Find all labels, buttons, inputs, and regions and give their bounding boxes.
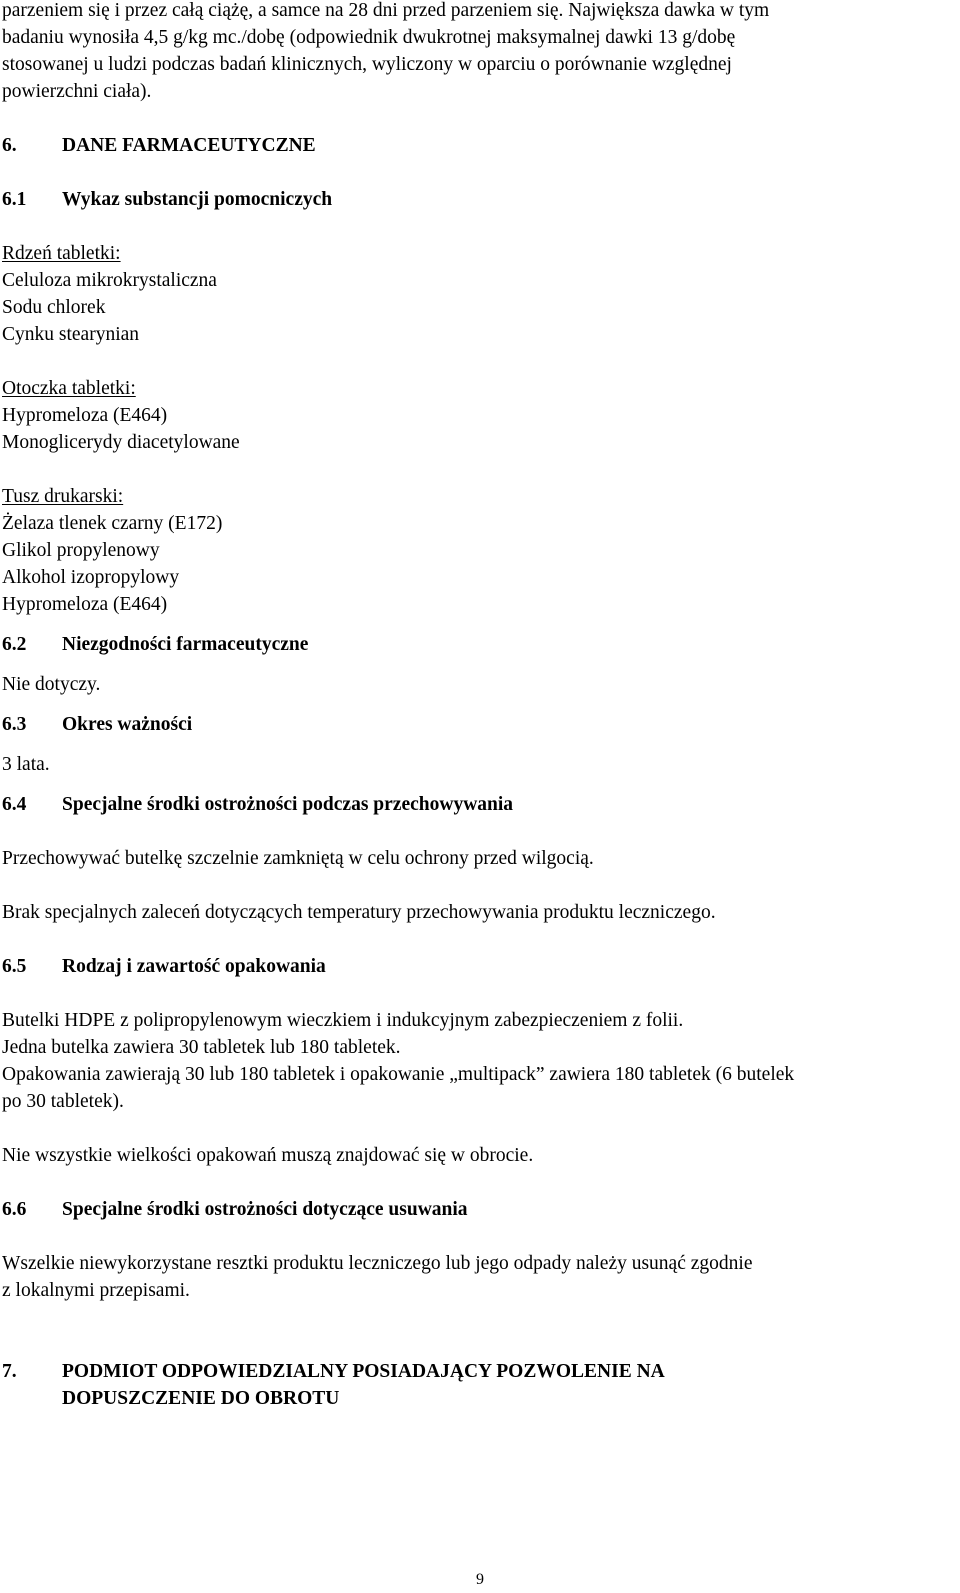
excipient-item: Celuloza mikrokrystaliczna [2, 270, 217, 291]
section-text: 3 lata. [2, 754, 50, 775]
page-number: 9 [476, 1571, 484, 1588]
section-text: Nie dotyczy. [2, 674, 101, 695]
section-text: Opakowania zawierają 30 lub 180 tabletek i opakowanie „multipack” zawiera 180 tabletek (6 butelek [2, 1064, 795, 1085]
section-title [62, 1358, 952, 1412]
excipient-item: Sodu chlorek [2, 297, 106, 318]
section-number: 6.6 [2, 1199, 27, 1220]
section-text: po 30 tabletek). [2, 1091, 124, 1112]
section-title-line: PODMIOT ODPOWIEDZIALNY POSIADAJĄCY POZWOLENIE NA [62, 1361, 665, 1382]
section-title: Specjalne środki ostrożności dotyczące usuwania [62, 1199, 468, 1220]
document-page [2, 0, 952, 1412]
section-title-line: DOPUSZCZENIE DO OBROTU [62, 1388, 340, 1409]
excipient-item: Monoglicerydy diacetylowane [2, 432, 240, 453]
excipient-item: Hypromeloza (E464) [2, 594, 168, 615]
excipient-item: Hypromeloza (E464) [2, 405, 168, 426]
text-line: powierzchni ciała). [2, 81, 152, 102]
excipient-item: Żelaza tlenek czarny (E172) [2, 513, 223, 534]
section-text: Brak specjalnych zaleceń dotyczących temperatury przechowywania produktu leczniczego. [2, 902, 716, 923]
section-number: 6.1 [2, 189, 27, 210]
section-title: Specjalne środki ostrożności podczas przechowywania [62, 794, 514, 815]
section-text: z lokalnymi przepisami. [2, 1280, 190, 1301]
excipient-item: Glikol propylenowy [2, 540, 160, 561]
section-number: 7. [2, 1361, 17, 1382]
section-6-4-heading [2, 791, 952, 818]
section-number: 6.5 [2, 956, 27, 977]
section-6-1-heading [2, 186, 952, 213]
section-number: 6. [2, 135, 17, 156]
section-6-2-heading [2, 631, 952, 658]
section-6-3-heading [2, 711, 952, 738]
core-label: Rdzeń tabletki: [2, 243, 121, 264]
excipient-item: Cynku stearynian [2, 324, 140, 345]
section-text: Nie wszystkie wielkości opakowań muszą znajdować się w obrocie. [2, 1145, 534, 1166]
section-text: Wszelkie niewykorzystane resztki produktu leczniczego lub jego odpady należy usunąć zgodnie [2, 1253, 753, 1274]
intro-paragraph [2, 0, 952, 105]
text-line: badaniu wynosiła 4,5 g/kg mc./dobę (odpowiednik dwukrotnej maksymalnej dawki 13 g/dobę [2, 27, 736, 48]
section-title: Rodzaj i zawartość opakowania [62, 956, 326, 977]
section-text: Jedna butelka zawiera 30 tabletek lub 180 tabletek. [2, 1037, 401, 1058]
text-line: parzeniem się i przez całą ciążę, a samce na 28 dni przed parzeniem się. Największa dawka w tym [2, 0, 770, 21]
excipient-item: Alkohol izopropylowy [2, 567, 180, 588]
ink-label: Tusz drukarski: [2, 486, 124, 507]
section-6-heading [2, 132, 952, 159]
section-title: Niezgodności farmaceutyczne [62, 634, 309, 655]
section-number: 6.2 [2, 634, 27, 655]
coating-label: Otoczka tabletki: [2, 378, 136, 399]
section-6-5-heading [2, 953, 952, 980]
text-line: stosowanej u ludzi podczas badań klinicznych, wyliczony w oparciu o porównanie względnej [2, 54, 732, 75]
section-number: 6.4 [2, 794, 27, 815]
section-number: 6.3 [2, 714, 27, 735]
section-title: DANE FARMACEUTYCZNE [62, 135, 316, 156]
section-title: Wykaz substancji pomocniczych [62, 189, 333, 210]
section-text: Butelki HDPE z polipropylenowym wieczkiem i indukcyjnym zabezpieczeniem z folii. [2, 1010, 684, 1031]
section-text: Przechowywać butelkę szczelnie zamkniętą w celu ochrony przed wilgocią. [2, 848, 594, 869]
section-6-6-heading [2, 1196, 952, 1223]
section-title: Okres ważności [62, 714, 193, 735]
section-7-heading [2, 1358, 952, 1412]
